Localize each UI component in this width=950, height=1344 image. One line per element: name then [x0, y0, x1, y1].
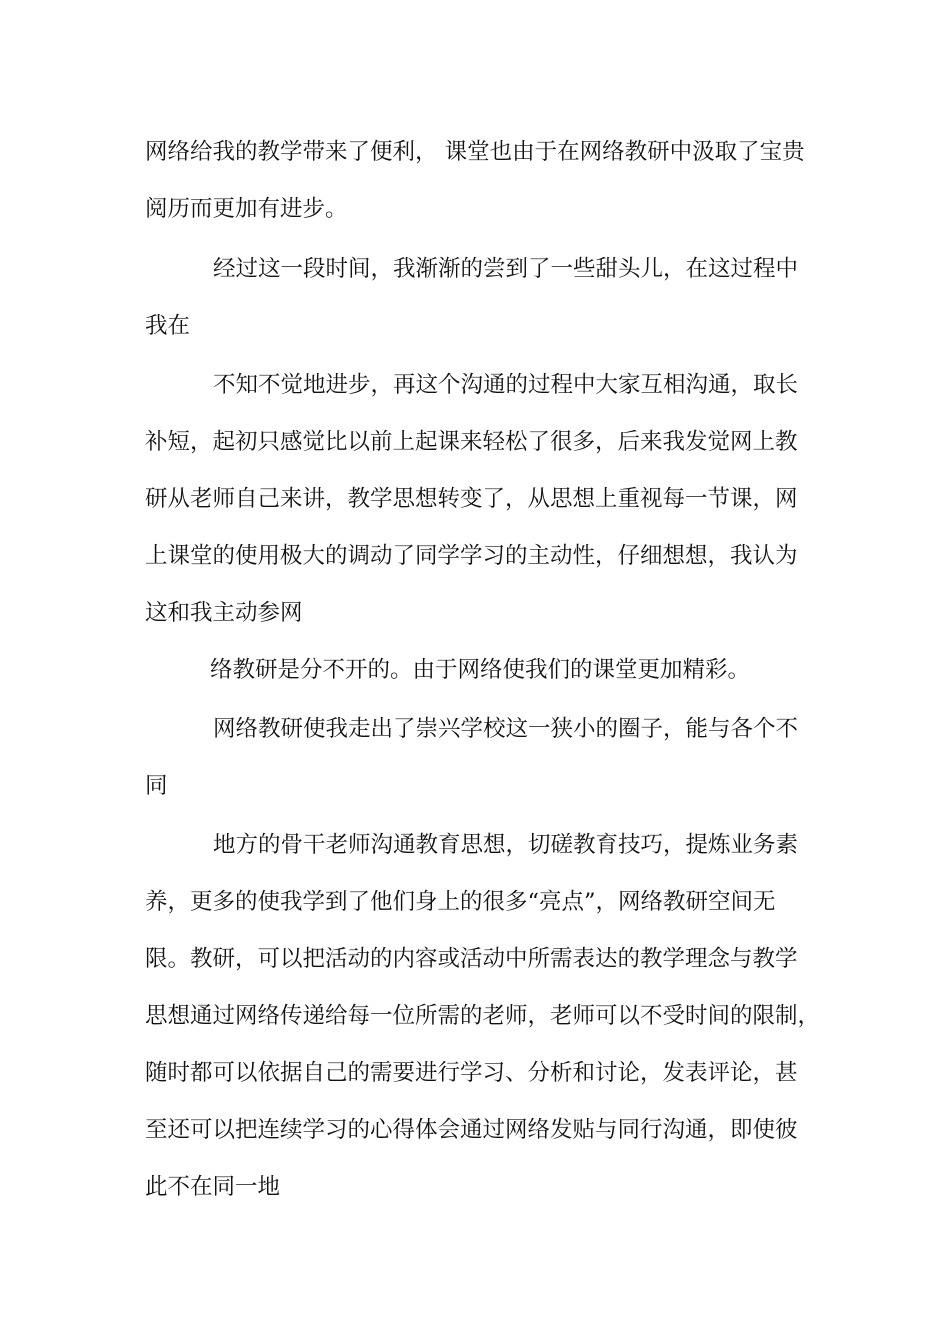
text-line-7: 研从老师自己来讲，教学思想转变了，从思想上重视每一节课，网: [145, 486, 798, 512]
text-line-3: 经过这一段时间，我渐渐的尝到了一些甜头儿，在这过程中: [213, 256, 799, 282]
text-line-11: 网络教研使我走出了崇兴学校这一狭小的圈子，能与各个不: [213, 716, 799, 742]
text-line-5: 不知不觉地进步，再这个沟通的过程中大家互相沟通，取长: [213, 372, 799, 398]
text-line-8: 上课堂的使用极大的调动了同学学习的主动性，仔细想想，我认为: [145, 543, 798, 569]
text-line-10: 络教研是分不开的。由于网络使我们的课堂更加精彩。: [210, 657, 751, 683]
text-line-6: 补短，起初只感觉比以前上起课来轻松了很多，后来我发觉网上教: [145, 429, 798, 455]
text-line-16: 思想通过网络传递给每一位所需的老师，老师可以不受时间的限制，: [145, 1003, 821, 1029]
text-line-9: 这和我主动参网: [145, 600, 303, 626]
text-line-12: 同: [145, 773, 168, 799]
text-line-18: 至还可以把连续学习的心得体会通过网络发贴与同行沟通，即使彼: [145, 1117, 798, 1143]
text-line-4: 我在: [145, 313, 191, 339]
text-line-15: 限。教研，可以把活动的内容或活动中所需表达的教学理念与教学: [145, 946, 798, 972]
text-line-1: 网络给我的教学带来了便利， 课堂也由于在网络教研中汲取了宝贵: [145, 139, 805, 165]
text-line-14: 养，更多的使我学到了他们身上的很多“亮点”，网络教研空间无: [145, 889, 776, 915]
text-line-19: 此不在同一地: [145, 1174, 281, 1200]
text-line-13: 地方的骨干老师沟通教育思想，切磋教育技巧，提炼业务素: [213, 832, 799, 858]
text-line-17: 随时都可以依据自己的需要进行学习、分析和讨论，发表评论，甚: [145, 1060, 798, 1086]
text-line-2: 阅历而更加有进步。: [145, 196, 348, 222]
